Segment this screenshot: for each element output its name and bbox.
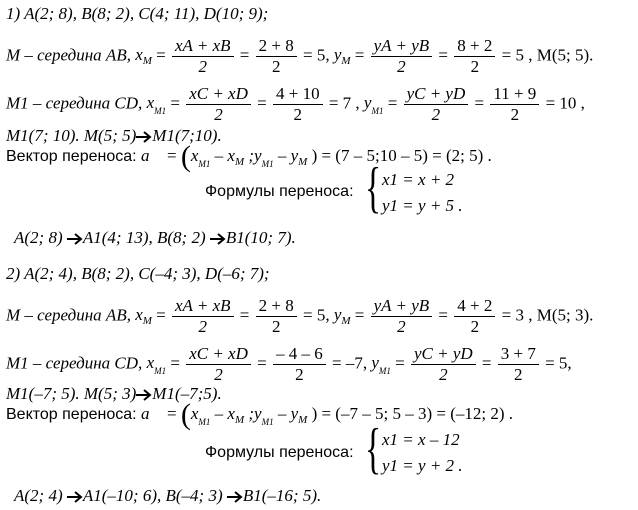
right-arrow-icon bbox=[136, 131, 152, 143]
part2-images-b1: B1(–16; 5). bbox=[242, 486, 322, 505]
part2-formula-x bbox=[382, 430, 460, 450]
part2-xm1-den: 2 bbox=[214, 365, 223, 384]
part2-brace-icon: { bbox=[365, 418, 382, 480]
part1-xm1-frac bbox=[186, 84, 251, 125]
part2-ym1-frac bbox=[411, 344, 476, 385]
part1-xm1-frac2 bbox=[273, 84, 323, 125]
part1-xm1-num2: 4 + 10 bbox=[273, 84, 323, 105]
part1-ym-res: = 5 , M(5; 5). bbox=[501, 45, 594, 65]
part1-xm1-res: = 7 , bbox=[328, 93, 360, 113]
part2-xm1-num2: – 4 – 6 bbox=[273, 344, 326, 365]
part1-brace-icon: { bbox=[365, 157, 382, 219]
part2-points-line bbox=[6, 264, 270, 284]
part1-ym-frac bbox=[371, 36, 433, 77]
part1-ym-frac2 bbox=[454, 36, 495, 77]
part1-xm-symbol: $x_M$ bbox=[135, 45, 152, 68]
part2-ym-num2: 4 + 2 bbox=[454, 296, 495, 317]
part1-formulas-label-text: Формулы переноса: bbox=[205, 183, 354, 200]
part2-m1-text: M1(–7; 5). M(5; 3) bbox=[6, 384, 137, 403]
part2-formula-y-text: y1 = y + 2 bbox=[382, 456, 455, 475]
part1-xm-frac2 bbox=[256, 36, 297, 77]
part1-formula-y-text: y1 = y + 5 bbox=[382, 196, 455, 215]
right-arrow-icon bbox=[227, 491, 243, 503]
part2-ym1-den2: 2 bbox=[514, 365, 523, 384]
part2-images-a: A(2; 4) bbox=[14, 486, 63, 505]
part2-ym1-symbol: $y_{M1}$ bbox=[371, 353, 391, 377]
part2-vector-lparen: ( bbox=[180, 398, 191, 432]
part1-m1-end: M1(7;10). bbox=[152, 126, 222, 145]
part1-vector-expr: a⃗ = ($x_{M1} - x_M$ $;y_{M1} - y_M$ ) = (7 – 5;10 – 5) = (2; 5) . bbox=[141, 140, 492, 174]
right-arrow-icon bbox=[67, 491, 83, 503]
part2-xm1-den2: 2 bbox=[295, 365, 304, 384]
part1-vector-components: $x_{M1} - x_M$ $;y_{M1} - y_M$ bbox=[190, 146, 308, 169]
part1-ym1-res: = 10 , bbox=[545, 93, 585, 113]
right-arrow-icon bbox=[67, 233, 83, 245]
part1-ym1-num: yC + yD bbox=[404, 84, 469, 105]
part1-mid-m-intro: M – середина AB, bbox=[6, 45, 131, 65]
part1-vector-label: Вектор переноса: bbox=[6, 148, 137, 165]
part1-ym1-den2: 2 bbox=[510, 105, 520, 124]
part1-ym-num: yA + yB bbox=[371, 36, 433, 57]
part2-xm-den: 2 bbox=[198, 317, 208, 336]
part1-xm1-den2: 2 bbox=[293, 105, 303, 124]
part1-xm1-den: 2 bbox=[214, 105, 223, 124]
part1-xm1-num: xC + xD bbox=[186, 84, 251, 105]
part2-formula-y: y1 = y + 2 . bbox=[382, 456, 463, 475]
part2-m1-end: M1(–7;5). bbox=[152, 384, 222, 403]
part1-ym-den2: 2 bbox=[470, 57, 480, 76]
part1-formula-x bbox=[382, 170, 454, 190]
part2-vector-label: Вектор переноса: bbox=[6, 406, 137, 423]
part2-ym-res: = 3 , M(5; 3). bbox=[501, 305, 594, 325]
part1-points-line bbox=[6, 4, 268, 24]
part2-xm-num: xA + xB bbox=[172, 296, 234, 317]
part1-formula-y: y1 = y + 5 . bbox=[382, 196, 463, 215]
part2-mid-m-intro: M – середина AB, bbox=[6, 305, 131, 325]
part1-ym1-symbol: $y_{M1}$ bbox=[363, 93, 384, 117]
part1-midpoint-m1-line: M1 – середина CD, $x_{M1}$ = $\frac{xC + xD}{2}$ = $\frac{4 + 10}{2}$ = 7 , $y_{M1}$ = $\frac{yC + yD}{2}$ = $\frac{11 + 9}{2}$ = 10 , bbox=[6, 84, 585, 124]
part1-xm-den2: 2 bbox=[271, 57, 281, 76]
part2-xm-res: = 5, bbox=[302, 305, 330, 325]
part2-midpoint-m-line: M – середина AB, $x_M$ = $\frac{xA + xB}{2}$ = $\frac{2 + 8}{2}$ = 5, $y_M$ = $\frac{yA + yB}{2}$ = $\frac{4 + 2}{2}$ = 3 , M(5; 3). bbox=[6, 296, 594, 336]
part2-ym-den2: 2 bbox=[470, 317, 480, 336]
part1-vector-a: a⃗ bbox=[141, 146, 163, 165]
part2-ym1-num2: 3 + 7 bbox=[498, 344, 539, 365]
part1-ym-num2: 8 + 2 bbox=[454, 36, 495, 57]
part1-ym1-frac2 bbox=[490, 84, 539, 125]
part1-ym1-frac bbox=[404, 84, 469, 125]
part2-formulas-label-text: Формулы переноса: bbox=[205, 444, 354, 461]
part1-images-line bbox=[14, 228, 296, 248]
part1-midpoint-m-line: M – середина AB, $x_M$ = $\frac{xA + xB}{2}$ = $\frac{2 + 8}{2}$ = 5, $y_M$ = $\frac{yA + yB}{2}$ = $\frac{8 + 2}{2}$ = 5 , M(5; 5). bbox=[6, 36, 594, 76]
part2-xm1-num: xC + xD bbox=[186, 344, 251, 365]
part2-xm1-frac2 bbox=[273, 344, 326, 385]
part2-xm1-symbol: $x_{M1}$ bbox=[146, 353, 167, 377]
part2-ym-symbol: $y_M$ bbox=[333, 305, 351, 328]
part2-xm-frac2 bbox=[256, 296, 297, 337]
part1-xm-num2: 2 + 8 bbox=[256, 36, 297, 57]
part2-ym1-frac2 bbox=[498, 344, 539, 385]
part2-xm-symbol: $x_M$ bbox=[135, 305, 152, 328]
part2-vector-result: ) = (–7 – 5; 5 – 3) = (–12; 2) . bbox=[311, 404, 513, 423]
part2-xm-frac bbox=[172, 296, 234, 337]
part1-ym1-den: 2 bbox=[431, 105, 441, 124]
part2-ym1-res: = 5, bbox=[545, 353, 572, 373]
part2-ym1-num: yC + yD bbox=[411, 344, 476, 365]
part2-xm-num2: 2 + 8 bbox=[256, 296, 297, 317]
part2-xm1-res: = –7, bbox=[331, 353, 368, 373]
part2-ym-frac bbox=[371, 296, 433, 337]
part2-xm1-frac bbox=[186, 344, 251, 385]
part2-midpoint-m1-line: M1 – середина CD, $x_{M1}$ = $\frac{xC + xD}{2}$ = $\frac{- 4 - 6}{2}$ = –7, $y_{M1}$ = $\frac{yC + yD}{2}$ = $\frac{3 + 7}{2}$ = 5, bbox=[6, 344, 572, 384]
part1-images-a: A(2; 8) bbox=[14, 228, 63, 247]
part2-formula-x-text: x1 = x – 12 bbox=[382, 430, 460, 449]
part2-images-a1: A1(–10; 6), B(–4; 3) bbox=[82, 486, 223, 505]
part2-formulas-label bbox=[205, 444, 354, 462]
part1-points-text: 1) A(2; 8), B(8; 2), C(4; 11), D(10; 9); bbox=[6, 4, 269, 23]
part2-vector-expr: a⃗ = ($x_{M1} - x_M$ $;y_{M1} - y_M$ ) = (–7 – 5; 5 – 3) = (–12; 2) . bbox=[141, 398, 513, 432]
part1-formula-x-text: x1 = x + 2 bbox=[382, 170, 455, 189]
part1-vector-result: ) = (7 – 5;10 – 5) = (2; 5) . bbox=[311, 146, 492, 165]
part1-vector-lparen: ( bbox=[180, 140, 191, 174]
part1-xm1-symbol: $x_{M1}$ bbox=[146, 93, 167, 117]
part1-xm-den: 2 bbox=[198, 57, 208, 76]
part1-xm-num: xA + xB bbox=[172, 36, 234, 57]
right-arrow-icon bbox=[210, 233, 226, 245]
part1-xm-res: = 5, bbox=[302, 45, 330, 65]
part2-vector-a: a⃗ bbox=[141, 404, 163, 423]
part2-ym-num: yA + yB bbox=[371, 296, 433, 317]
part2-ym-den: 2 bbox=[397, 317, 406, 336]
part1-ym-symbol: $y_M$ bbox=[333, 45, 351, 68]
part1-m1-text: M1(7; 10). M(5; 5) bbox=[6, 126, 137, 145]
right-arrow-icon bbox=[136, 389, 152, 401]
part1-ym1-num2: 11 + 9 bbox=[490, 84, 539, 105]
part1-formulas-label bbox=[205, 183, 354, 201]
part2-xm-den2: 2 bbox=[271, 317, 281, 336]
part2-mid-m1-intro: M1 – середина CD, bbox=[6, 353, 143, 373]
part1-images-b1: B1(10; 7). bbox=[225, 228, 296, 247]
part2-images-line bbox=[14, 486, 321, 506]
part2-ym-frac2 bbox=[454, 296, 495, 337]
part1-ym-den: 2 bbox=[397, 57, 406, 76]
part2-points-text: 2) A(2; 4), B(8; 2), C(–4; 3), D(–6; 7); bbox=[6, 264, 270, 283]
part1-xm-frac bbox=[172, 36, 234, 77]
part2-ym1-den: 2 bbox=[439, 365, 448, 384]
part1-mid-m1-intro: M1 – середина CD, bbox=[6, 93, 143, 113]
part2-vector-components: $x_{M1} - x_M$ $;y_{M1} - y_M$ bbox=[190, 404, 308, 427]
part2-vector-line bbox=[6, 398, 513, 432]
part1-images-a1: A1(4; 13), B(8; 2) bbox=[82, 228, 206, 247]
